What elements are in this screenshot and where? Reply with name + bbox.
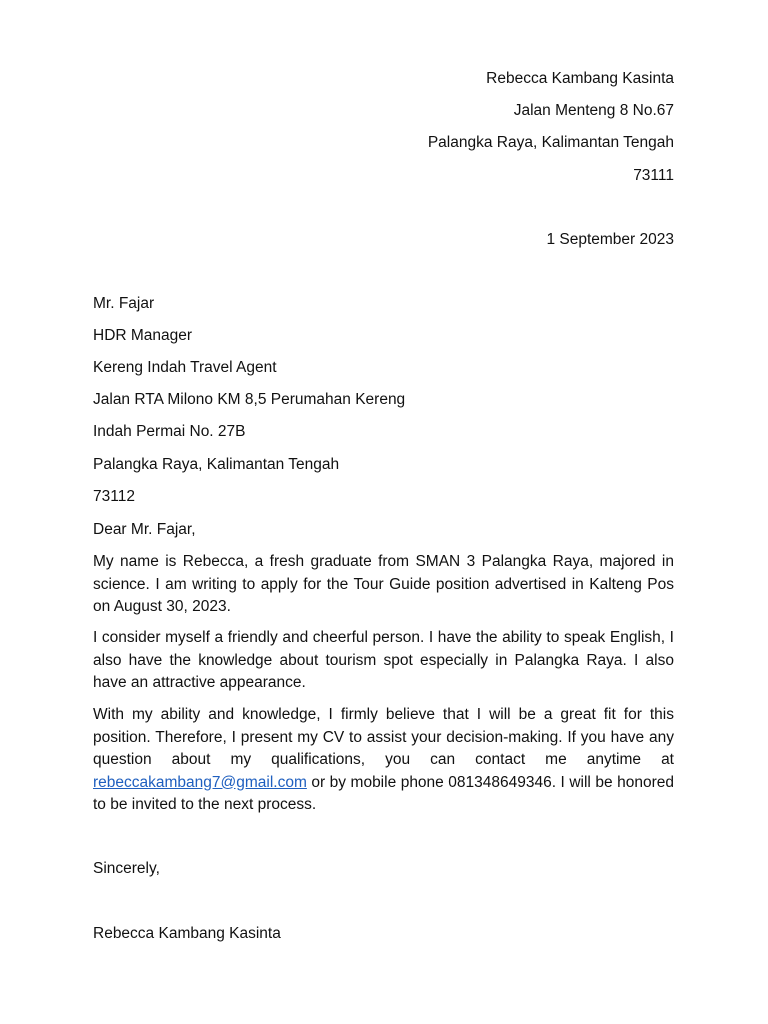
- closing: Sincerely,: [93, 860, 160, 877]
- paragraph-qualities: I consider myself a friendly and cheerful person. I have the ability to speak English, I also have the knowledge about tourism spot especially in Palangka Raya. I also have an attractive appearance.: [93, 629, 674, 691]
- signature-name: Rebecca Kambang Kasinta: [93, 925, 281, 942]
- paragraph-text-before-email: With my ability and knowledge, I firmly believe that I will be a great fit for this position. Therefore, I present my CV to assist your decision-making. If you have any question about my qualifications, you can contact me anytime at: [93, 706, 674, 768]
- recipient-address-line-1: Jalan RTA Milono KM 8,5 Perumahan Kereng: [93, 391, 406, 408]
- letter-date: 1 September 2023: [546, 231, 674, 248]
- recipient-city: Palangka Raya, Kalimantan Tengah: [93, 456, 340, 473]
- recipient-name: Mr. Fajar: [93, 295, 155, 312]
- sender-name: Rebecca Kambang Kasinta: [486, 70, 674, 87]
- paragraph-closing-request: [93, 704, 674, 817]
- paragraph-text-after-email: or by mobile phone 081348649346. I will be honored to be invited to the next process.: [93, 773, 674, 813]
- sender-city: Palangka Raya, Kalimantan Tengah: [427, 134, 674, 151]
- salutation: Dear Mr. Fajar,: [93, 521, 196, 538]
- paragraph-introduction: My name is Rebecca, a fresh graduate from SMAN 3 Palangka Raya, majored in science. I am writing to apply for the Tour Guide position advertised in Kalteng Pos on August 30, 2023.: [93, 553, 674, 615]
- sender-postal: 73111: [633, 167, 674, 184]
- recipient-title: HDR Manager: [93, 327, 193, 344]
- recipient-address-line-2: Indah Permai No. 27B: [93, 423, 246, 440]
- email-link[interactable]: rebeccakambang7@gmail.com: [93, 773, 307, 791]
- recipient-postal: 73112: [93, 488, 135, 505]
- sender-street: Jalan Menteng 8 No.67: [513, 102, 674, 119]
- recipient-company: Kereng Indah Travel Agent: [93, 359, 277, 376]
